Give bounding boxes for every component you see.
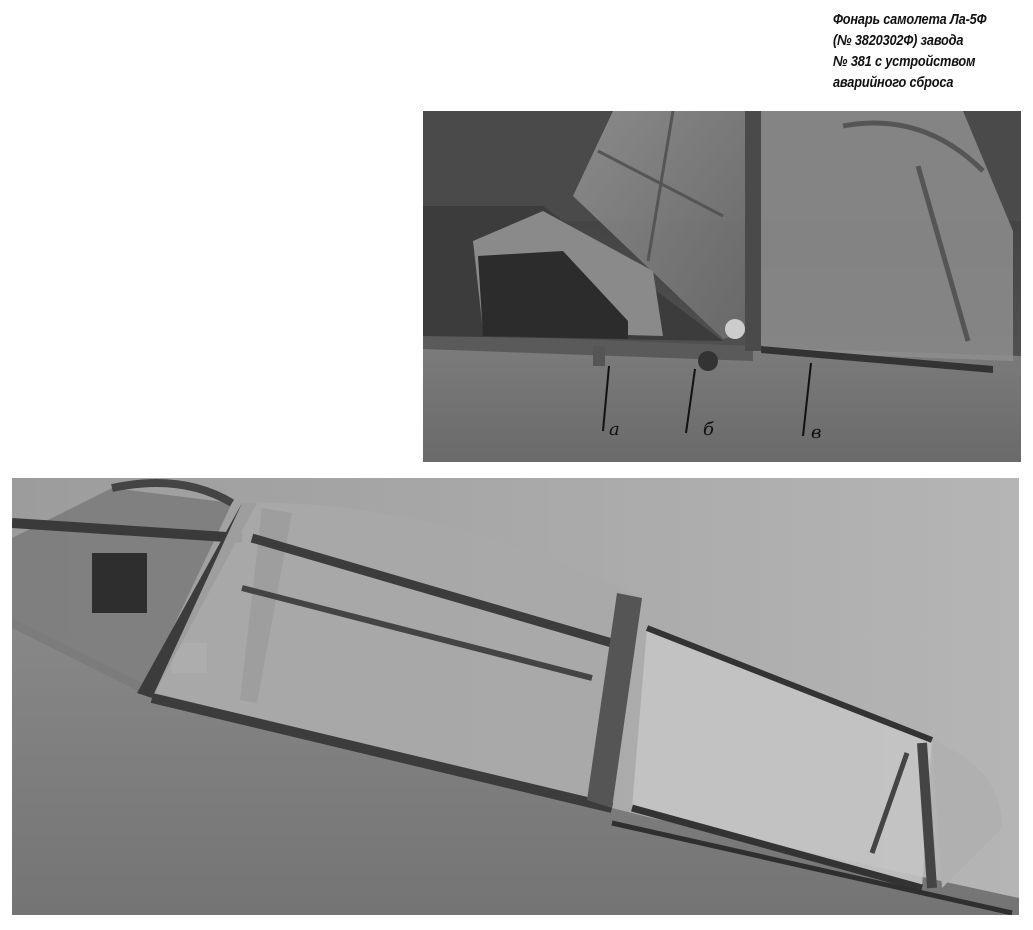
- caption-line-2: (№ 3820302Ф) завода: [833, 33, 964, 49]
- photo-caption: [833, 10, 1005, 94]
- caption-line-3: № 381 с устройством: [833, 54, 976, 70]
- canopy-overall-image: [12, 478, 1019, 915]
- canopy-closeup-image: [423, 111, 1021, 462]
- callout-label-a: а: [609, 419, 620, 440]
- callout-label-b: б: [703, 419, 714, 440]
- caption-line-4: аварийного сброса: [833, 75, 954, 91]
- canopy-closeup-photo: [423, 111, 1021, 462]
- canopy-overall-photo: [12, 478, 1019, 915]
- caption-line-1: Фонарь самолета Ла-5Ф: [833, 12, 987, 28]
- callout-label-v: в: [811, 422, 822, 443]
